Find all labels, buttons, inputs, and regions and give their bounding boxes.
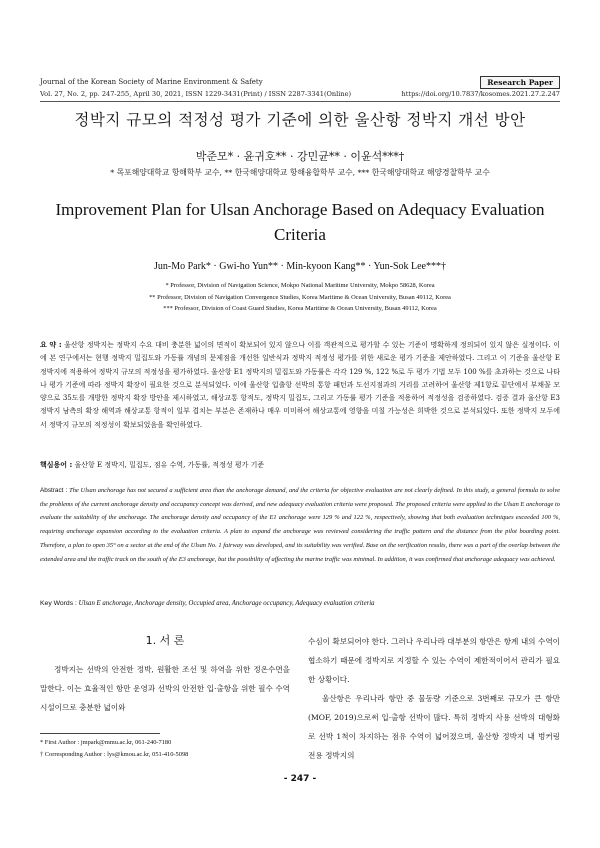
volume-info: Vol. 27, No. 2, pp. 247-255, April 30, 2021, ISSN 1229-3431(Print) / ISSN 2287-3341(Online) (40, 90, 352, 98)
article-type-badge: Research Paper (480, 76, 560, 89)
english-abstract (40, 484, 560, 566)
footnote-divider (40, 733, 160, 734)
body-paragraph: 정박지는 선박의 안전한 정박, 원활한 조선 및 하역을 위한 정온수면을 말한다. 이는 효율적인 항만 운영과 선박의 안전한 입·출항을 위한 필수 수역시설이므로 충분한 넓이와 (40, 665, 290, 712)
page-number: - 247 - (283, 774, 317, 784)
journal-name: Journal of the Korean Society of Marine Environment & Safety (40, 78, 263, 86)
volume-info-row (40, 90, 560, 98)
english-keywords-text: Ulsan E anchorage, Anchorage density, Occupied area, Anchorage occupancy, Adequacy evaluation criteria (78, 600, 375, 607)
korean-keywords (40, 460, 560, 470)
body-column-right (308, 632, 560, 765)
korean-abstract (40, 339, 560, 432)
affiliation-line: *** Professor, Division of Coast Guard Studies, Korea Maritime & Ocean University, Busan 49112, Korea (163, 305, 437, 312)
korean-abstract-text: 울산항 정박지는 정박지 수요 대비 충분한 넓이의 면적이 확보되어 있지 않으나 이를 객관적으로 평가할 수 있는 기준이 명확하게 정의되어 있지 않은 실정이다. 이에 본 연구에서는 현행 정박지 밀집도와 가동률 개념의 문제점을 개선한 일반식과 정박지 적정성 평가를 위한 새로운 평가 기준을 제안하였다. 그리고 이 기준을 울산항 E 정박지에 적용하여 정박지 규모의 적정성을 평가하였다. 울산항 E1 정박지의 밀집도와 가동률은 각각 129 %, 122 %로 두 평가 기법 모두 100 %를 초과하는 것으로 나타나 평가 기준에 따라 정박지 확장이 필요한 것으로 분석되었다. 이에 울산항 입출항 선박의 통항 패턴과 도선지점과의 거리를 고려하여 울산항 제1항로 끝단에서 부채꼴 모양으로 35도를 개방한 정박지 확장 방안을 제시하였고, 해상교통 항적도, 정박지 밀집도, 그리고 가동률 평가 기준을 적용하여 적정성을 검증하였다. 검증 결과 울산항 E3 정박지 남측의 확장 해역과 해상교통 항적이 일부 겹치는 부분은 존재하나 매우 미미하여 해상교통에 영향을 미칠 가능성은 희박한 것으로 분석되었다. 또한 정박지 모두에서 정박지 규모의 적정성이 확보되었음을 확인하였다. (40, 341, 560, 429)
body-paragraph: 수심이 확보되어야 한다. 그러나 우리나라 대부분의 항만은 항계 내의 수역이 협소하기 때문에 정박지로 지정할 수 있는 수역이 제한적이어서 관리가 필요한 상황이다. (308, 637, 560, 684)
corresponding-author-footnote: † Corresponding Author : lys@kmou.ac.kr, 051-410-5098 (40, 751, 189, 758)
first-author-footnote: * First Author : jmpark@mmu.ac.kr, 061-240-7180 (40, 739, 172, 746)
body-column-left (40, 632, 290, 717)
korean-keywords-label: 핵심용어 : (40, 461, 73, 469)
section-title: 1. 서 론 (145, 634, 185, 647)
doi-link[interactable]: https://doi.org/10.7837/kosomes.2021.27.2.247 (401, 90, 560, 98)
affiliation-line: * Professor, Division of Navigation Science, Mokpo National Maritime University, Mokpo 58628, Korea (165, 282, 435, 289)
korean-abstract-label: 요 약 : (40, 341, 62, 349)
english-keywords-label: Key Words : (40, 600, 77, 607)
affiliation-line: ** Professor, Division of Navigation Convergence Studies, Korea Maritime & Ocean University, Busan 49112, Korea (149, 293, 451, 301)
footnotes (40, 737, 188, 761)
body-paragraph: 울산항은 우리나라 항만 중 물동량 기준으로 3번째로 규모가 큰 항만(MOF, 2019)으로써 입·출항 선박이 많다. 특히 정박지 사용 선박의 대형화로 선박 1척이 차지하는 점유 수역이 넓어졌으며, 울산항 정박지 내 벙커링 전용 정박지의 (308, 694, 560, 760)
english-keywords (40, 600, 560, 607)
english-authors: Jun-Mo Park* · Gwi-ho Yun** · Min-kyoon Kang** · Yun-Sok Lee***† (153, 261, 446, 272)
korean-keywords-text: 울산항 E 정박지, 밀집도, 점유 수역, 가동률, 적정성 평가 기준 (74, 461, 265, 469)
english-abstract-label: Abstract : (40, 487, 68, 494)
english-title: Improvement Plan for Ulsan Anchorage Based on Adequacy Evaluation Criteria (55, 200, 545, 244)
korean-title: 정박지 규모의 적정성 평가 기준에 의한 울산항 정박지 개선 방안 (74, 111, 526, 129)
header-divider (40, 101, 560, 102)
english-abstract-text: The Ulsan anchorage has not secured a sufficient area than the anchorage demand, and the criteria for objective evaluation are not clearly defined. In this study, a general formula to solve the problems of the current anchorage density and occupancy concept was derived, and new adequacy evaluation criteria were proposed. The proposed criteria were applied to the Ulsan E anchorage to evaluate the suitability of the anchorage. The anchorage density and occupancy of the E1 anchorage were 129 % and 122 %, respectively, showing that both evaluation techniques exceeded 100 %, requiring anchorage expansion according to the evaluation criteria. A plan to expand the anchorage was reviewed considering the traffic pattern and the distance from the pilot boarding point. Therefore, a plan to open 35° on a sector at the end of the Ulsan No. 1 fairway was developed, and its suitability was verified. Base on the verification results, there was a part of the overlap between the extended area and the traffic track on the south of the E3 anchorage, but the possibility of affecting the marine traffic was minimal. In addition, it was confirmed that anchorage adequacy was achieved. (40, 487, 560, 563)
korean-affiliations: * 목포해양대학교 항해학부 교수, ** 한국해양대학교 항해융합학부 교수, *** 한국해양대학교 해양경찰학부 교수 (110, 168, 490, 177)
korean-authors: 박준모* · 윤귀호** · 강민균** · 이윤석***† (195, 150, 405, 163)
english-affiliations (0, 280, 600, 315)
